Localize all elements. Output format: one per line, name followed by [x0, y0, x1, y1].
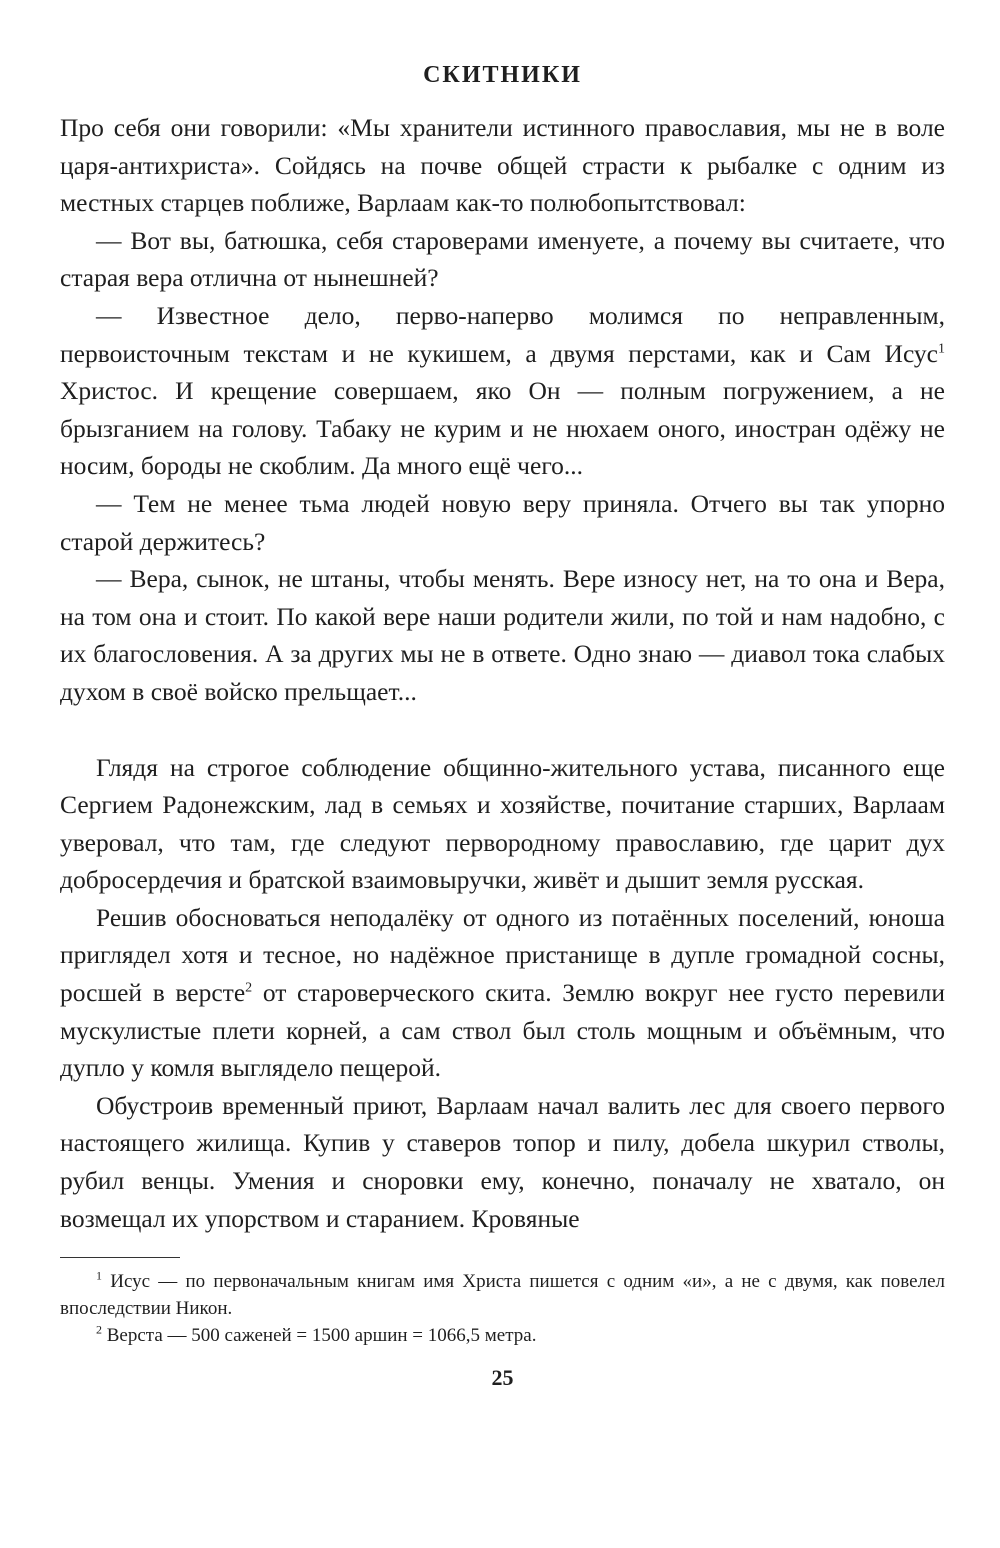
dialogue-answer-1 [60, 297, 945, 485]
footnote-text-2: Верста — 500 саженей = 1500 аршин = 1066,5 метра. [102, 1325, 537, 1347]
dialogue-answer-2: — Вера, сынок, не штаны, чтобы менять. Вере износу нет, на то она и Вера, на том она и стоит. По какой вере наши родители жили, по той и нам надобно, с их благословения. А за других мы не в ответе. Одно знаю — диавол тока слабых духом в своё войско прельщает... [60, 564, 945, 706]
paragraph-shelter [60, 899, 945, 1087]
footnote-mark-1: 1 [96, 1268, 102, 1283]
dialogue-answer-1-part-a: — Известное дело, перво-наперво молимся по неправленным, первоисточным текстам и не кукишем, а двумя перстами, как и Сам Исус [60, 300, 945, 368]
dialogue-question-2: — Тем не менее тьма людей новую веру приняла. Отчего вы так упорно старой держитесь? [60, 488, 945, 556]
dialogue-question-1: — Вот вы, батюшка, себя староверами именуете, а почему вы считаете, что старая вера отлична от нынешней? [60, 225, 945, 293]
footnote-text-1: Исус — по первоначальным книгам имя Христа пишется с одним «и», а не с двумя, как повелел впоследствии Никон. [60, 1271, 945, 1320]
book-page [60, 55, 945, 1391]
page-number: 25 [491, 1365, 514, 1391]
dialogue-answer-1-part-b: Христос. И крещение совершаем, яко Он — полным погружением, а не брызганием на голову. Табаку не курим и не нюхаем оного, иностран одёжу не носим, бороды не скоблим. Да много ещё чего... [60, 376, 945, 481]
running-head: СКИТНИКИ [423, 62, 582, 88]
footnote-mark-2: 2 [96, 1322, 102, 1337]
paragraph-observation: Глядя на строгое соблюдение общинно-жительного устава, писанного еще Сергием Радонежским, лад в семьях и хозяйстве, почитание старших, Варлаам уверовал, что там, где следуют первородному православию, где царит дух добросердечия и братской взаимовыручки, живёт и дышит земля русская. [60, 752, 945, 895]
footnote-ref-1: 1 [938, 341, 945, 357]
paragraph-shelter-part-a: Решив обосноваться неподалёку от одного из потаённых поселений, юноша приглядел хотя и тесное, но надёжное пристанище в дупле громадной сосны, росшей в версте [60, 902, 945, 1008]
footnotes [60, 1268, 945, 1349]
footnote-ref-2: 2 [245, 980, 253, 996]
section-break [60, 711, 945, 749]
footnote-2 [60, 1322, 945, 1349]
paragraph-shelter-part-b: от староверческого скита. Землю вокруг нее густо перевили мускулистые плети корней, а сам ствол был столь мощным и объёмным, что дупло у комля выглядело пещерой. [60, 978, 945, 1083]
footnote-divider [60, 1257, 180, 1258]
body-text [60, 109, 945, 1237]
footnote-1 [60, 1268, 945, 1322]
paragraph-intro: Про себя они говорили: «Мы хранители истинного православия, мы не в воле царя-антихриста». Сойдясь на почве общей страсти к рыбалке с одним из местных старцев поближе, Варлаам как-то полюбопытствовал: [60, 113, 945, 218]
paragraph-building: Обустроив временный приют, Варлаам начал валить лес для своего первого настоящего жилища. Купив у ставеров топор и пилу, добела шкурил стволы, рубил венцы. Умения и сноровки ему, конечно, поначалу не хватало, он возмещал их упорством и старанием. Кровяные [60, 1090, 945, 1233]
